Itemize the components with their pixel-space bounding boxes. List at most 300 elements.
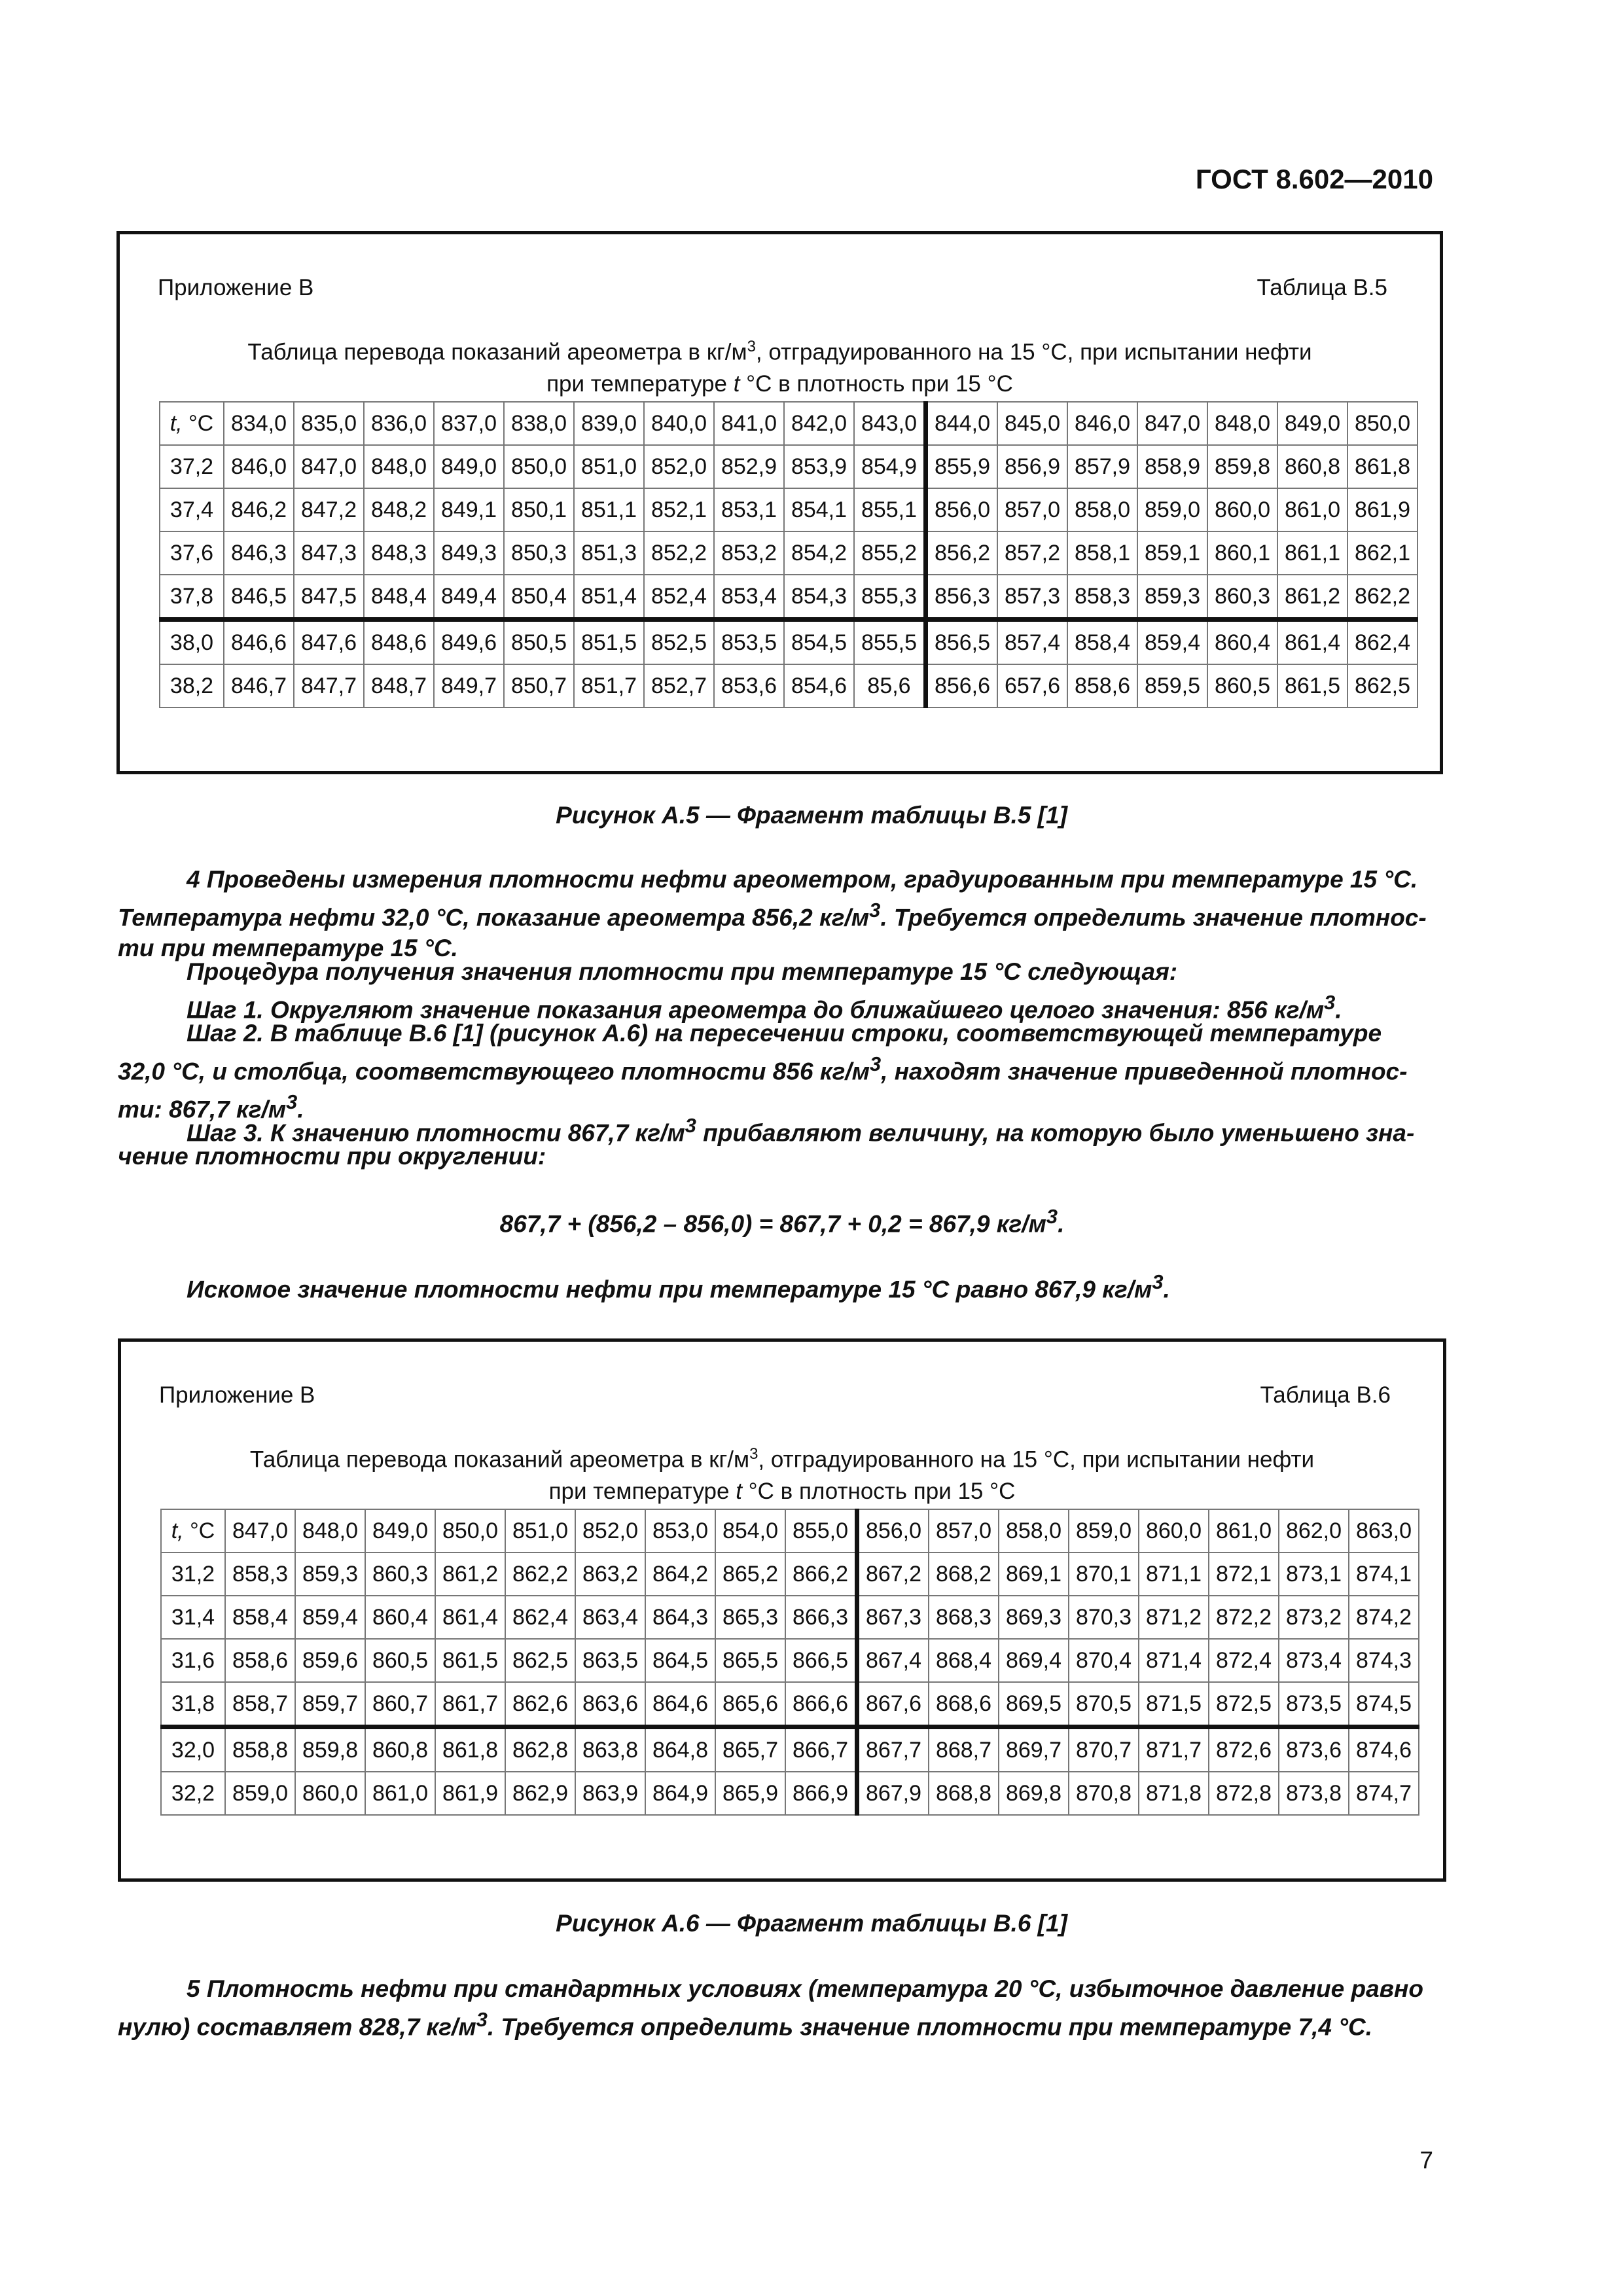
- caption-text: , отградуированного на 15 °С, при испытании нефти: [755, 339, 1312, 365]
- table-cell: 848,6: [364, 620, 434, 665]
- table-cell: 847,0: [294, 445, 364, 488]
- table-cell: 852,0: [644, 445, 714, 488]
- table-cell: 871,8: [1139, 1772, 1209, 1815]
- table-cell: 851,5: [574, 620, 644, 665]
- table-cell: 860,8: [1277, 445, 1347, 488]
- table-cell: 856,0: [926, 488, 998, 531]
- text-sup: 3: [1324, 991, 1336, 1014]
- table-cell: 859,3: [1137, 575, 1207, 620]
- table-cell: 857,4: [997, 620, 1067, 665]
- column-header: 849,0: [365, 1509, 435, 1552]
- caption-sup: 3: [749, 1445, 758, 1463]
- caption-var: t: [733, 370, 740, 397]
- table-cell: 854,9: [854, 445, 926, 488]
- text-span: Шаг 3. К значению плотности 867,7 кг/м: [187, 1119, 685, 1147]
- row-temperature: 32,2: [161, 1772, 225, 1815]
- table-cell: 853,1: [714, 488, 784, 531]
- table-cell: 851,7: [574, 664, 644, 708]
- table-cell: 863,6: [575, 1682, 645, 1727]
- table-cell: 851,3: [574, 531, 644, 575]
- paragraph-5-cont: [118, 2004, 1446, 2042]
- table-cell: 860,4: [365, 1596, 435, 1639]
- table-cell: 850,4: [504, 575, 574, 620]
- column-header: 852,0: [575, 1509, 645, 1552]
- row-temperature: 31,6: [161, 1639, 225, 1682]
- text-span: .: [1335, 996, 1342, 1024]
- table-cell: 869,3: [999, 1596, 1069, 1639]
- table-cell: 855,3: [854, 575, 926, 620]
- text-sup: 3: [476, 2008, 488, 2031]
- table-cell: 860,4: [1207, 620, 1277, 665]
- table-row: [160, 531, 1418, 575]
- table-cell: 847,5: [294, 575, 364, 620]
- table-b5-frame: [116, 231, 1443, 774]
- table-cell: 858,3: [225, 1552, 295, 1596]
- paragraph-4-cont: [118, 895, 1446, 963]
- table-cell: 862,2: [505, 1552, 575, 1596]
- table-cell: 847,6: [294, 620, 364, 665]
- table-cell: 854,1: [784, 488, 854, 531]
- table-cell: 861,4: [1277, 620, 1347, 665]
- table-cell: 857,2: [997, 531, 1067, 575]
- table-cell: 866,9: [785, 1772, 857, 1815]
- table-cell: 868,8: [929, 1772, 999, 1815]
- row-temperature: 37,6: [160, 531, 224, 575]
- caption-var: t: [736, 1478, 742, 1504]
- table-cell: 874,1: [1349, 1552, 1419, 1596]
- table-cell: 847,3: [294, 531, 364, 575]
- table-cell: 856,3: [926, 575, 998, 620]
- caption-text: °С в плотность при 15 °С: [740, 370, 1013, 397]
- text-span: нулю) составляет 828,7 кг/м: [118, 2013, 476, 2041]
- column-header: 856,0: [857, 1509, 929, 1552]
- table-cell: 85,6: [854, 664, 926, 708]
- table-cell: 873,6: [1279, 1727, 1349, 1772]
- table-cell: 853,6: [714, 664, 784, 708]
- table-cell: 859,0: [225, 1772, 295, 1815]
- text-line: 4 Проведены измерения плотности нефти ареометром, градуированным при температуре 15 °С.: [187, 866, 1418, 893]
- table-cell: 855,2: [854, 531, 926, 575]
- table-cell: 860,5: [365, 1639, 435, 1682]
- table-cell: 850,1: [504, 488, 574, 531]
- table-cell: 872,1: [1209, 1552, 1279, 1596]
- table-cell: 867,4: [857, 1639, 929, 1682]
- row-temperature: 37,4: [160, 488, 224, 531]
- table-cell: 853,2: [714, 531, 784, 575]
- paragraph-5: 5 Плотность нефти при стандартных условиях (температура 20 °С, избыточное давление равно: [187, 1975, 1423, 2002]
- table-cell: 868,6: [929, 1682, 999, 1727]
- column-header: 849,0: [1277, 402, 1347, 445]
- table-cell: 851,4: [574, 575, 644, 620]
- table-cell: 865,7: [715, 1727, 785, 1772]
- text-span: . Требуется определить значение плотнос-: [880, 904, 1427, 931]
- caption-text: Таблица перевода показаний ареометра в кг/м: [249, 1446, 750, 1473]
- table-cell: 874,5: [1349, 1682, 1419, 1727]
- column-header: 848,0: [1207, 402, 1277, 445]
- table-cell: 867,2: [857, 1552, 929, 1596]
- table-cell: 870,3: [1069, 1596, 1139, 1639]
- row-temperature: 31,4: [161, 1596, 225, 1639]
- table-cell: 874,7: [1349, 1772, 1419, 1815]
- text-sup: 3: [286, 1090, 298, 1114]
- table-label: Таблица В.6: [1260, 1382, 1391, 1408]
- table-cell: 872,8: [1209, 1772, 1279, 1815]
- table-cell: 846,7: [224, 664, 294, 708]
- text-line: [118, 1049, 1446, 1086]
- table-cell: 867,9: [857, 1772, 929, 1815]
- table-cell: 858,0: [1067, 488, 1137, 531]
- text-sup: 3: [1152, 1270, 1164, 1293]
- table-cell: 850,7: [504, 664, 574, 708]
- table-cell: 848,2: [364, 488, 434, 531]
- table-cell: 862,5: [505, 1639, 575, 1682]
- table-cell: 858,4: [1067, 620, 1137, 665]
- row-temperature: 37,2: [160, 445, 224, 488]
- table-cell: 870,8: [1069, 1772, 1139, 1815]
- table-cell: 861,8: [1347, 445, 1418, 488]
- table-cell: 858,6: [225, 1639, 295, 1682]
- table-cell: 858,9: [1137, 445, 1207, 488]
- table-cell: 853,4: [714, 575, 784, 620]
- density-table-b6: [160, 1509, 1419, 1816]
- table-cell: 862,8: [505, 1727, 575, 1772]
- column-header: 855,0: [785, 1509, 857, 1552]
- table-row: [161, 1727, 1419, 1772]
- table-cell: 860,0: [295, 1772, 365, 1815]
- table-cell: 848,4: [364, 575, 434, 620]
- table-cell: 861,8: [435, 1727, 505, 1772]
- table-row: [161, 1552, 1419, 1596]
- table-cell: 855,5: [854, 620, 926, 665]
- table-cell: 846,3: [224, 531, 294, 575]
- page-number: 7: [1419, 2147, 1433, 2174]
- caption-text: , отградуированного на 15 °С, при испытании нефти: [758, 1446, 1315, 1473]
- table-cell: 851,1: [574, 488, 644, 531]
- table-cell: 873,8: [1279, 1772, 1349, 1815]
- column-header: 837,0: [434, 402, 504, 445]
- table-cell: 861,5: [1277, 664, 1347, 708]
- column-header: 842,0: [784, 402, 854, 445]
- table-cell: 869,5: [999, 1682, 1069, 1727]
- table-cell: 874,6: [1349, 1727, 1419, 1772]
- text-sup: 3: [869, 1052, 882, 1075]
- table-cell: 858,3: [1067, 575, 1137, 620]
- table-cell: 859,4: [1137, 620, 1207, 665]
- table-cell: 861,2: [1277, 575, 1347, 620]
- row-temperature: 31,8: [161, 1682, 225, 1727]
- table-cell: 861,2: [435, 1552, 505, 1596]
- table-cell: 863,9: [575, 1772, 645, 1815]
- table-caption: [120, 331, 1440, 400]
- figure-caption-a5: Рисунок А.5 — Фрагмент таблицы В.5 [1]: [556, 802, 1067, 829]
- table-cell: 860,3: [365, 1552, 435, 1596]
- table-cell: 872,6: [1209, 1727, 1279, 1772]
- table-cell: 864,2: [645, 1552, 715, 1596]
- table-cell: 863,2: [575, 1552, 645, 1596]
- text-span: Температура нефти 32,0 °С, показание ареометра 856,2 кг/м: [118, 904, 870, 931]
- caption-text: при температуре: [546, 370, 734, 397]
- table-cell: 863,8: [575, 1727, 645, 1772]
- column-header: 844,0: [926, 402, 998, 445]
- text-span: ти: 867,7 кг/м: [118, 1096, 287, 1123]
- text-span: .: [1163, 1276, 1170, 1303]
- table-cell: 849,1: [434, 488, 504, 531]
- table-cell: 874,3: [1349, 1639, 1419, 1682]
- text-span: , находят значение приведенной плотнос-: [881, 1058, 1408, 1085]
- caption-sup: 3: [747, 338, 756, 355]
- table-cell: 859,1: [1137, 531, 1207, 575]
- table-cell: 846,5: [224, 575, 294, 620]
- table-cell: 868,7: [929, 1727, 999, 1772]
- table-cell: 871,4: [1139, 1639, 1209, 1682]
- table-cell: 869,4: [999, 1639, 1069, 1682]
- temperature-unit: °С: [183, 1518, 215, 1543]
- text-span: .: [297, 1096, 304, 1123]
- table-cell: 853,9: [784, 445, 854, 488]
- column-header: 863,0: [1349, 1509, 1419, 1552]
- table-cell: 857,3: [997, 575, 1067, 620]
- table-cell: 865,5: [715, 1639, 785, 1682]
- text-line: ти при температуре 15 °С.: [118, 935, 458, 962]
- column-header: 847,0: [225, 1509, 295, 1552]
- column-header: 834,0: [224, 402, 294, 445]
- table-cell: 858,7: [225, 1682, 295, 1727]
- column-header: 851,0: [505, 1509, 575, 1552]
- table-caption: [121, 1439, 1443, 1507]
- column-header: 850,0: [435, 1509, 505, 1552]
- table-cell: 859,7: [295, 1682, 365, 1727]
- table-cell: 849,0: [434, 445, 504, 488]
- table-cell: 852,4: [644, 575, 714, 620]
- column-header: 854,0: [715, 1509, 785, 1552]
- table-cell: 860,3: [1207, 575, 1277, 620]
- temperature-symbol: t,: [169, 410, 183, 436]
- table-cell: 856,6: [926, 664, 998, 708]
- table-cell: 864,5: [645, 1639, 715, 1682]
- procedure-line: Процедура получения значения плотности при температуре 15 °С следующая:: [187, 958, 1178, 985]
- table-cell: 855,1: [854, 488, 926, 531]
- table-cell: 871,2: [1139, 1596, 1209, 1639]
- appendix-label: Приложение В: [158, 275, 314, 300]
- text-span: 32,0 °С, и столбца, соответствующего плотности 856 кг/м: [118, 1058, 870, 1085]
- table-cell: 872,4: [1209, 1639, 1279, 1682]
- table-cell: 865,2: [715, 1552, 785, 1596]
- table-cell: 855,9: [926, 445, 998, 488]
- table-cell: 854,3: [784, 575, 854, 620]
- step-2: Шаг 2. В таблице В.6 [1] (рисунок А.6) на пересечении строки, соответствующей температуре: [187, 1020, 1382, 1047]
- table-cell: 865,3: [715, 1596, 785, 1639]
- table-cell: 870,7: [1069, 1727, 1139, 1772]
- table-cell: 852,7: [644, 664, 714, 708]
- text-span: Шаг 1. Округляют значение показания ареометра до ближайшего целого значения: 856 кг/м: [187, 996, 1325, 1024]
- table-cell: 862,4: [1347, 620, 1418, 665]
- column-header: 848,0: [295, 1509, 365, 1552]
- table-cell: 866,6: [785, 1682, 857, 1727]
- table-cell: 856,5: [926, 620, 998, 665]
- text-span: Искомое значение плотности нефти при температуре 15 °С равно 867,9 кг/м: [187, 1276, 1152, 1303]
- column-header: 857,0: [929, 1509, 999, 1552]
- table-cell: 852,1: [644, 488, 714, 531]
- table-cell: 852,9: [714, 445, 784, 488]
- row-temperature: 38,0: [160, 620, 224, 665]
- table-cell: 860,0: [1207, 488, 1277, 531]
- table-cell: 861,1: [1277, 531, 1347, 575]
- table-cell: 866,3: [785, 1596, 857, 1639]
- table-cell: 857,9: [1067, 445, 1137, 488]
- result-line: [118, 1266, 1446, 1304]
- table-cell: 849,7: [434, 664, 504, 708]
- text-line: [118, 895, 1446, 933]
- table-cell: 864,9: [645, 1772, 715, 1815]
- paragraph-4: [118, 864, 1446, 895]
- table-cell: 851,0: [574, 445, 644, 488]
- table-cell: 874,2: [1349, 1596, 1419, 1639]
- table-cell: 861,4: [435, 1596, 505, 1639]
- table-cell: 859,8: [1207, 445, 1277, 488]
- temperature-header: [160, 402, 224, 445]
- column-header: 838,0: [504, 402, 574, 445]
- caption-text: при температуре: [548, 1478, 736, 1504]
- table-cell: 870,4: [1069, 1639, 1139, 1682]
- table-cell: 859,0: [1137, 488, 1207, 531]
- table-row: [161, 1596, 1419, 1639]
- table-cell: 657,6: [997, 664, 1067, 708]
- table-row: [160, 445, 1418, 488]
- table-cell: 858,6: [1067, 664, 1137, 708]
- table-cell: 869,8: [999, 1772, 1069, 1815]
- table-cell: 861,7: [435, 1682, 505, 1727]
- step-3-cont: чение плотности при округлении:: [118, 1143, 546, 1170]
- table-cell: 861,0: [1277, 488, 1347, 531]
- caption-text: °С в плотность при 15 °С: [741, 1478, 1016, 1504]
- table-cell: 860,7: [365, 1682, 435, 1727]
- table-cell: 848,3: [364, 531, 434, 575]
- column-header: 858,0: [999, 1509, 1069, 1552]
- table-cell: 859,3: [295, 1552, 365, 1596]
- temperature-header: [161, 1509, 225, 1552]
- table-header-row: [160, 402, 1418, 445]
- table-cell: 862,5: [1347, 664, 1418, 708]
- table-cell: 854,6: [784, 664, 854, 708]
- table-cell: 854,5: [784, 620, 854, 665]
- appendix-label: Приложение В: [159, 1382, 315, 1408]
- table-row: [161, 1682, 1419, 1727]
- table-cell: 867,6: [857, 1682, 929, 1727]
- table-cell: 870,1: [1069, 1552, 1139, 1596]
- table-cell: 849,3: [434, 531, 504, 575]
- text-sup: 3: [685, 1114, 696, 1137]
- column-header: 847,0: [1137, 402, 1207, 445]
- table-cell: 862,9: [505, 1772, 575, 1815]
- table-cell: 859,4: [295, 1596, 365, 1639]
- table-cell: 861,9: [435, 1772, 505, 1815]
- text-span: прибавляют величину, на которую было уменьшено зна-: [696, 1119, 1415, 1147]
- column-header: 862,0: [1279, 1509, 1349, 1552]
- caption-text: Таблица перевода показаний ареометра в кг/м: [247, 339, 747, 365]
- table-cell: 850,5: [504, 620, 574, 665]
- table-cell: 846,0: [224, 445, 294, 488]
- table-cell: 848,7: [364, 664, 434, 708]
- table-cell: 869,1: [999, 1552, 1069, 1596]
- table-cell: 869,7: [999, 1727, 1069, 1772]
- table-cell: 856,2: [926, 531, 998, 575]
- table-cell: 867,3: [857, 1596, 929, 1639]
- table-cell: 872,5: [1209, 1682, 1279, 1727]
- table-cell: 873,5: [1279, 1682, 1349, 1727]
- formula: [118, 1201, 1446, 1239]
- column-header: 839,0: [574, 402, 644, 445]
- table-b6-frame: [118, 1338, 1446, 1882]
- column-header: 845,0: [997, 402, 1067, 445]
- table-cell: 849,4: [434, 575, 504, 620]
- table-cell: 854,2: [784, 531, 854, 575]
- table-cell: 852,2: [644, 531, 714, 575]
- row-temperature: 32,0: [161, 1727, 225, 1772]
- table-cell: 850,3: [504, 531, 574, 575]
- row-temperature: 31,2: [161, 1552, 225, 1596]
- table-cell: 860,1: [1207, 531, 1277, 575]
- table-cell: 861,5: [435, 1639, 505, 1682]
- table-cell: 864,8: [645, 1727, 715, 1772]
- table-cell: 859,6: [295, 1639, 365, 1682]
- table-cell: 863,5: [575, 1639, 645, 1682]
- table-cell: 848,0: [364, 445, 434, 488]
- text-sup: 3: [1046, 1205, 1058, 1228]
- text-span: .: [1058, 1210, 1065, 1238]
- table-cell: 865,6: [715, 1682, 785, 1727]
- figure-caption-a6: Рисунок А.6 — Фрагмент таблицы В.6 [1]: [556, 1910, 1067, 1937]
- table-cell: 862,4: [505, 1596, 575, 1639]
- table-cell: 859,5: [1137, 664, 1207, 708]
- table-cell: 871,1: [1139, 1552, 1209, 1596]
- column-header: 840,0: [644, 402, 714, 445]
- column-header: 860,0: [1139, 1509, 1209, 1552]
- table-cell: 871,7: [1139, 1727, 1209, 1772]
- table-cell: 868,2: [929, 1552, 999, 1596]
- row-temperature: 38,2: [160, 664, 224, 708]
- table-cell: 864,3: [645, 1596, 715, 1639]
- table-cell: 862,6: [505, 1682, 575, 1727]
- table-row: [160, 664, 1418, 708]
- table-cell: 867,7: [857, 1727, 929, 1772]
- table-row: [160, 620, 1418, 665]
- table-row: [160, 575, 1418, 620]
- table-cell: 862,1: [1347, 531, 1418, 575]
- text-span: 867,7 + (856,2 – 856,0) = 867,7 + 0,2 = 867,9 кг/м: [499, 1210, 1046, 1238]
- table-row: [161, 1772, 1419, 1815]
- table-cell: 859,8: [295, 1727, 365, 1772]
- table-cell: 866,7: [785, 1727, 857, 1772]
- table-cell: 863,4: [575, 1596, 645, 1639]
- column-header: 861,0: [1209, 1509, 1279, 1552]
- table-cell: 868,3: [929, 1596, 999, 1639]
- table-cell: 871,5: [1139, 1682, 1209, 1727]
- table-row: [160, 488, 1418, 531]
- table-cell: 852,5: [644, 620, 714, 665]
- table-cell: 873,4: [1279, 1639, 1349, 1682]
- table-cell: 857,0: [997, 488, 1067, 531]
- column-header: 853,0: [645, 1509, 715, 1552]
- table-cell: 870,5: [1069, 1682, 1139, 1727]
- table-cell: 847,7: [294, 664, 364, 708]
- column-header: 846,0: [1067, 402, 1137, 445]
- column-header: 843,0: [854, 402, 926, 445]
- table-cell: 858,8: [225, 1727, 295, 1772]
- column-header: 835,0: [294, 402, 364, 445]
- table-cell: 873,2: [1279, 1596, 1349, 1639]
- document-header: ГОСТ 8.602—2010: [1195, 164, 1433, 194]
- column-header: 841,0: [714, 402, 784, 445]
